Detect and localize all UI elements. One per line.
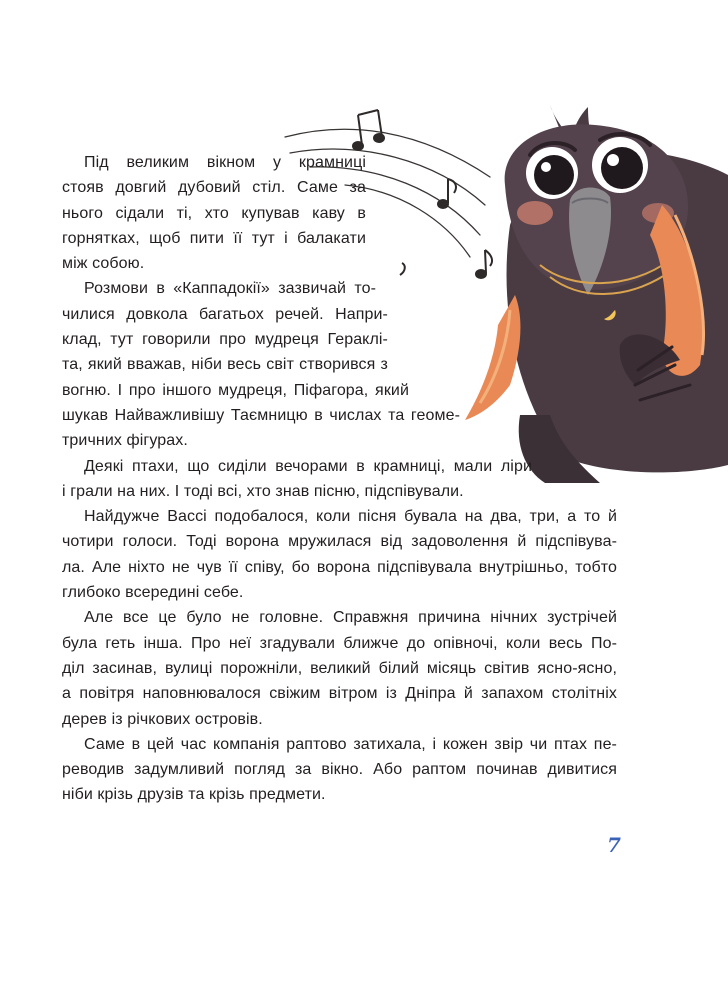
- text-line: Але все це було не головне. Справжня причина нічних зустрічей: [84, 609, 617, 627]
- text-line: і грали на них. І тоді всі, хто знав пісню, підспівували.: [62, 482, 464, 500]
- text-line: Деякі птахи, що сиділи вечорами в крамниці, мали ліри: [84, 457, 532, 475]
- paragraph-2: [62, 276, 617, 453]
- text-line: тричних фігурах.: [62, 432, 188, 450]
- text-line: була геть інша. Про неї згадували ближче до опівночі, коли весь По-: [62, 634, 617, 652]
- paragraph-6: [62, 732, 617, 808]
- text-line: між собою.: [62, 255, 145, 273]
- text-line: горнятках, щоб пити її тут і балакати: [62, 229, 366, 247]
- text-line: нього сідали ті, хто купував каву в: [62, 204, 366, 222]
- text-line: клад, тут говорили про мудреця Гераклі-: [62, 331, 388, 349]
- text-line: чотири голоси. Тоді ворона мружилася від задоволення й підспівува-: [62, 533, 617, 551]
- text-line: діл засинав, вулиці порожніли, великий білий місяць світив ясно-ясно,: [62, 659, 617, 677]
- text-line: Саме в цей час компанія раптово затихала, і кожен звір чи птах пе-: [84, 735, 617, 753]
- text-line: вогню. І про іншого мудреця, Піфагора, який: [62, 381, 409, 399]
- text-line: ніби крізь друзів та крізь предмети.: [62, 786, 326, 804]
- text-line: ла. Але ніхто не чув її співу, бо ворона підспівувала внутрішньо, тобто: [62, 558, 617, 576]
- text-line: Розмови в «Каппадокії» зазвичай то-: [84, 280, 376, 298]
- text-line: реводив задумливий погляд за вікно. Або раптом починав дивитися: [62, 761, 617, 779]
- text-line: стояв довгий дубовий стіл. Саме за: [62, 179, 366, 197]
- text-line: шукав Найважливішу Таємницю в числах та геоме-: [62, 406, 460, 424]
- text-line: та, який вважав, ніби весь світ створився з: [62, 356, 388, 374]
- text-line: дерев із річкових островів.: [62, 710, 263, 728]
- text-line: Під великим вікном у крамниці: [84, 154, 366, 171]
- text-line: а повітря наповнювалося свіжим вітром із Дніпра й запахом столітніх: [62, 685, 617, 703]
- text-line: Найдужче Вассі подобалося, коли пісня бувала на два, три, а то й: [84, 508, 617, 526]
- text-line: чилися довкола багатьох речей. Напри-: [62, 305, 388, 323]
- paragraph-4: [62, 504, 617, 605]
- paragraph-5: [62, 605, 617, 731]
- page-number: 7: [607, 833, 621, 857]
- body-text: [62, 150, 617, 808]
- paragraph-3: [62, 454, 617, 505]
- paragraph-1: [62, 150, 617, 276]
- text-line: глибоко всередині себе.: [62, 584, 244, 602]
